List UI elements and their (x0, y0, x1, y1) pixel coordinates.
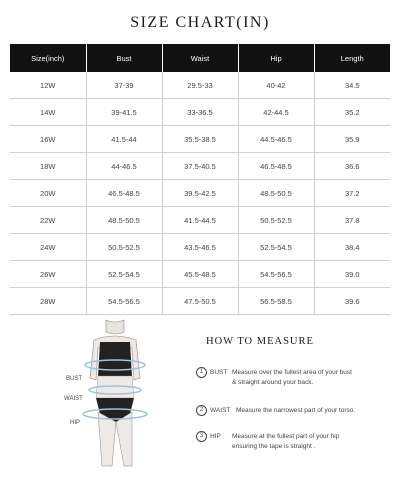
step-number-badge: 2 (196, 405, 207, 416)
table-cell: 56.5-58.5 (238, 288, 314, 315)
body-figure-illustration (72, 318, 158, 468)
table-cell: 14W (10, 99, 86, 126)
table-cell: 40-42 (238, 72, 314, 99)
table-row (10, 180, 390, 207)
table-row (10, 288, 390, 315)
table-cell: 52.5-54.5 (238, 234, 314, 261)
table-cell: 39-41.5 (86, 99, 162, 126)
table-cell: 43.5-46.5 (162, 234, 238, 261)
table-row (10, 99, 390, 126)
table-cell: 37-39 (86, 72, 162, 99)
step-number-badge: 1 (196, 367, 207, 378)
table-cell: 34.5 (314, 72, 390, 99)
table-cell: 33-36.5 (162, 99, 238, 126)
table-cell: 41.5-44.5 (162, 207, 238, 234)
figure-label-bust: BUST (66, 376, 83, 382)
table-cell: 26W (10, 261, 86, 288)
table-row (10, 207, 390, 234)
table-cell: 39.5-42.5 (162, 180, 238, 207)
table-row (10, 261, 390, 288)
table-cell: 50.5-52.5 (238, 207, 314, 234)
column-header: Bust (86, 44, 162, 72)
size-table (10, 44, 390, 315)
table-row (10, 153, 390, 180)
table-cell: 39.6 (314, 288, 390, 315)
column-header: Length (314, 44, 390, 72)
table-cell: 12W (10, 72, 86, 99)
figure-label-hip: HIP (70, 420, 81, 426)
table-cell: 42-44.5 (238, 99, 314, 126)
table-cell: 28W (10, 288, 86, 315)
table-cell: 48.5-50.5 (238, 180, 314, 207)
table-cell: 44.5-46.5 (238, 126, 314, 153)
table-cell: 35.2 (314, 99, 390, 126)
table-cell: 37.8 (314, 207, 390, 234)
step-description: Measure the narrowest part of your torso. (236, 407, 356, 414)
table-cell: 54.5-56.5 (238, 261, 314, 288)
table-cell: 39.0 (314, 261, 390, 288)
table-cell: 20W (10, 180, 86, 207)
table-cell: 35.9 (314, 126, 390, 153)
figure-label-waist: WAIST (64, 396, 83, 402)
step-label: BUST (210, 369, 228, 376)
table-cell: 37.2 (314, 180, 390, 207)
table-cell: 48.5-50.5 (86, 207, 162, 234)
how-to-measure-title: HOW TO MEASURE (206, 336, 314, 347)
table-cell: 24W (10, 234, 86, 261)
table-row (10, 126, 390, 153)
table-body (10, 72, 390, 315)
tank-top-shape (98, 342, 132, 376)
table-cell: 22W (10, 207, 86, 234)
table-cell: 18W (10, 153, 86, 180)
table-cell: 52.5-54.5 (86, 261, 162, 288)
table-cell: 44-46.5 (86, 153, 162, 180)
table-cell: 29.5-33 (162, 72, 238, 99)
table-cell: 50.5-52.5 (86, 234, 162, 261)
table-cell: 46.5-48.5 (86, 180, 162, 207)
table-cell: 46.5-48.5 (238, 153, 314, 180)
page-title: SIZE CHART(IN) (130, 14, 270, 31)
table-cell: 47.5-50.5 (162, 288, 238, 315)
table-cell: 45.5-48.5 (162, 261, 238, 288)
table-row (10, 234, 390, 261)
column-header: Hip (238, 44, 314, 72)
table-cell: 41.5-44 (86, 126, 162, 153)
table-cell: 35.5-38.5 (162, 126, 238, 153)
table-cell: 54.5-56.5 (86, 288, 162, 315)
column-header: Size(inch) (10, 44, 86, 72)
step-number-badge: 3 (196, 431, 207, 442)
step-description: Measure at the fullest part of your hip ensuring the tape is straight . (232, 433, 340, 451)
table-header-row (10, 44, 390, 72)
table-cell: 38.4 (314, 234, 390, 261)
table-row (10, 72, 390, 99)
neck-shape (106, 320, 124, 334)
table-cell: 16W (10, 126, 86, 153)
table-cell: 37.5-40.5 (162, 153, 238, 180)
table-cell: 36.6 (314, 153, 390, 180)
step-description: Measure over the fullest area of your bust & straight around your back. (232, 369, 352, 387)
step-label: HIP (210, 433, 221, 440)
step-label: WAIST (210, 407, 231, 414)
column-header: Waist (162, 44, 238, 72)
